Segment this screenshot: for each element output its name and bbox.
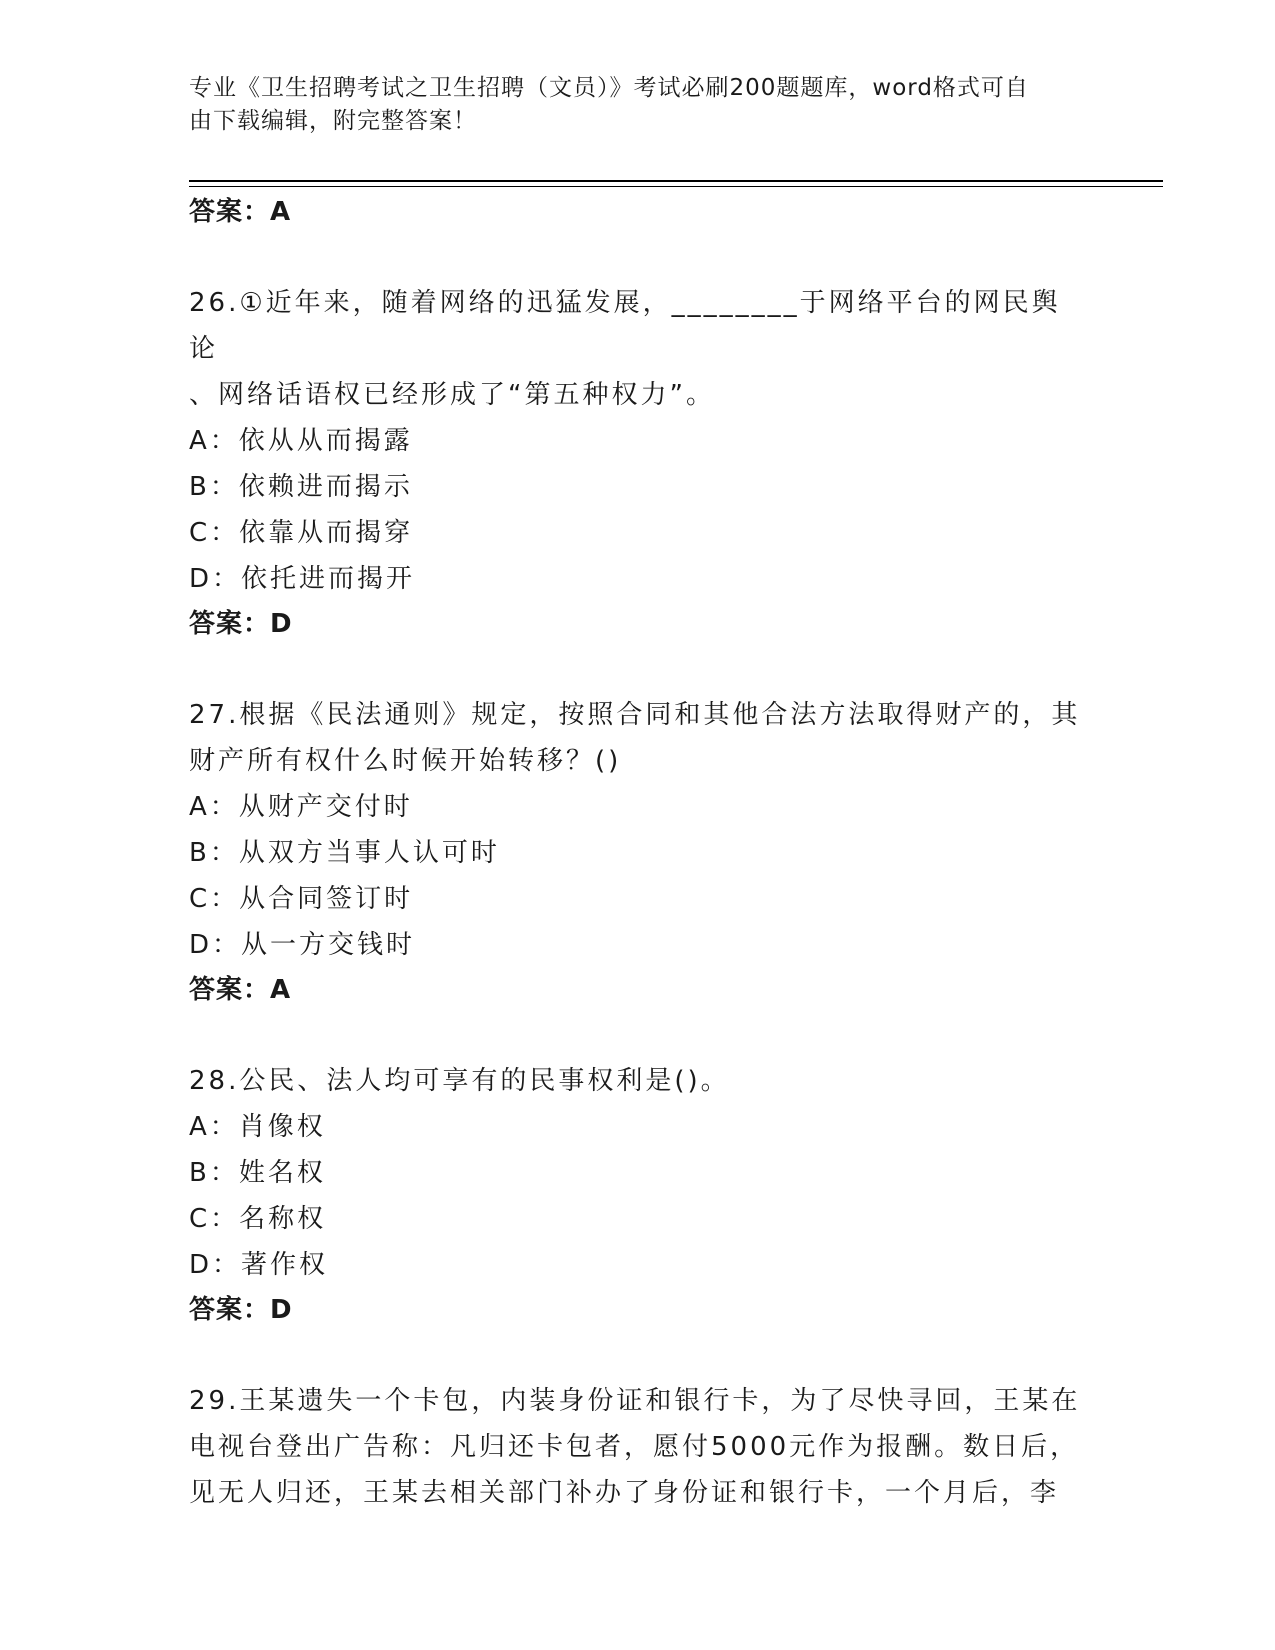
answer-line: 答案：A <box>189 975 292 1005</box>
answer-line: 答案：D <box>189 609 293 639</box>
option-a: A：依从从而揭露 <box>189 426 413 456</box>
option-c: C：名称权 <box>189 1204 327 1234</box>
option-b: B：依赖进而揭示 <box>189 472 413 502</box>
option-d: D：著作权 <box>189 1250 329 1280</box>
answer-line: 答案：A <box>189 197 292 227</box>
header-line-2: 由下载编辑，附完整答案！ <box>189 108 477 134</box>
option-a: A：从财产交付时 <box>189 792 413 822</box>
option-a: A：肖像权 <box>189 1112 326 1142</box>
question-stem: 28.公民、法人均可享有的民事权利是()。 <box>189 1066 730 1096</box>
document-header <box>189 72 1069 138</box>
header-line-1: 专业《卫生招聘考试之卫生招聘（文员）》考试必刷200题题库，word格式可自 <box>189 75 1029 101</box>
option-b: B：姓名权 <box>189 1158 326 1188</box>
option-d: D：从一方交钱时 <box>189 930 416 960</box>
question-stem: 27.根据《民法通则》规定，按照合同和其他合法方法取得财产的，其 <box>189 700 1081 730</box>
option-d: D：依托进而揭开 <box>189 564 416 594</box>
header-rule-thin <box>189 186 1163 187</box>
answer-line: 答案：D <box>189 1295 293 1325</box>
question-stem: 29.王某遗失一个卡包，内装身份证和银行卡，为了尽快寻回，王某在 <box>189 1386 1081 1416</box>
header-rule-thick <box>189 180 1163 182</box>
question-26 <box>189 280 1089 646</box>
question-stem: 电视台登出广告称：凡归还卡包者，愿付5000元作为报酬。数日后， <box>189 1432 1080 1462</box>
option-b: B：从双方当事人认可时 <box>189 838 500 868</box>
option-c: C：依靠从而揭穿 <box>189 518 414 548</box>
question-28 <box>189 1058 1089 1332</box>
question-stem: 见无人归还，王某去相关部门补办了身份证和银行卡，一个月后，李 <box>189 1478 1060 1508</box>
question-27 <box>189 692 1089 1012</box>
question-29 <box>189 1378 1089 1516</box>
option-c: C：从合同签订时 <box>189 884 414 914</box>
question-stem: 、网络话语权已经形成了“第五种权力”。 <box>189 380 715 410</box>
question-stem: 26.①近年来，随着网络的迅猛发展，________于网络平台的网民舆论 <box>189 288 1061 364</box>
document-body <box>189 190 1089 1516</box>
question-stem: 财产所有权什么时候开始转移？() <box>189 746 622 776</box>
